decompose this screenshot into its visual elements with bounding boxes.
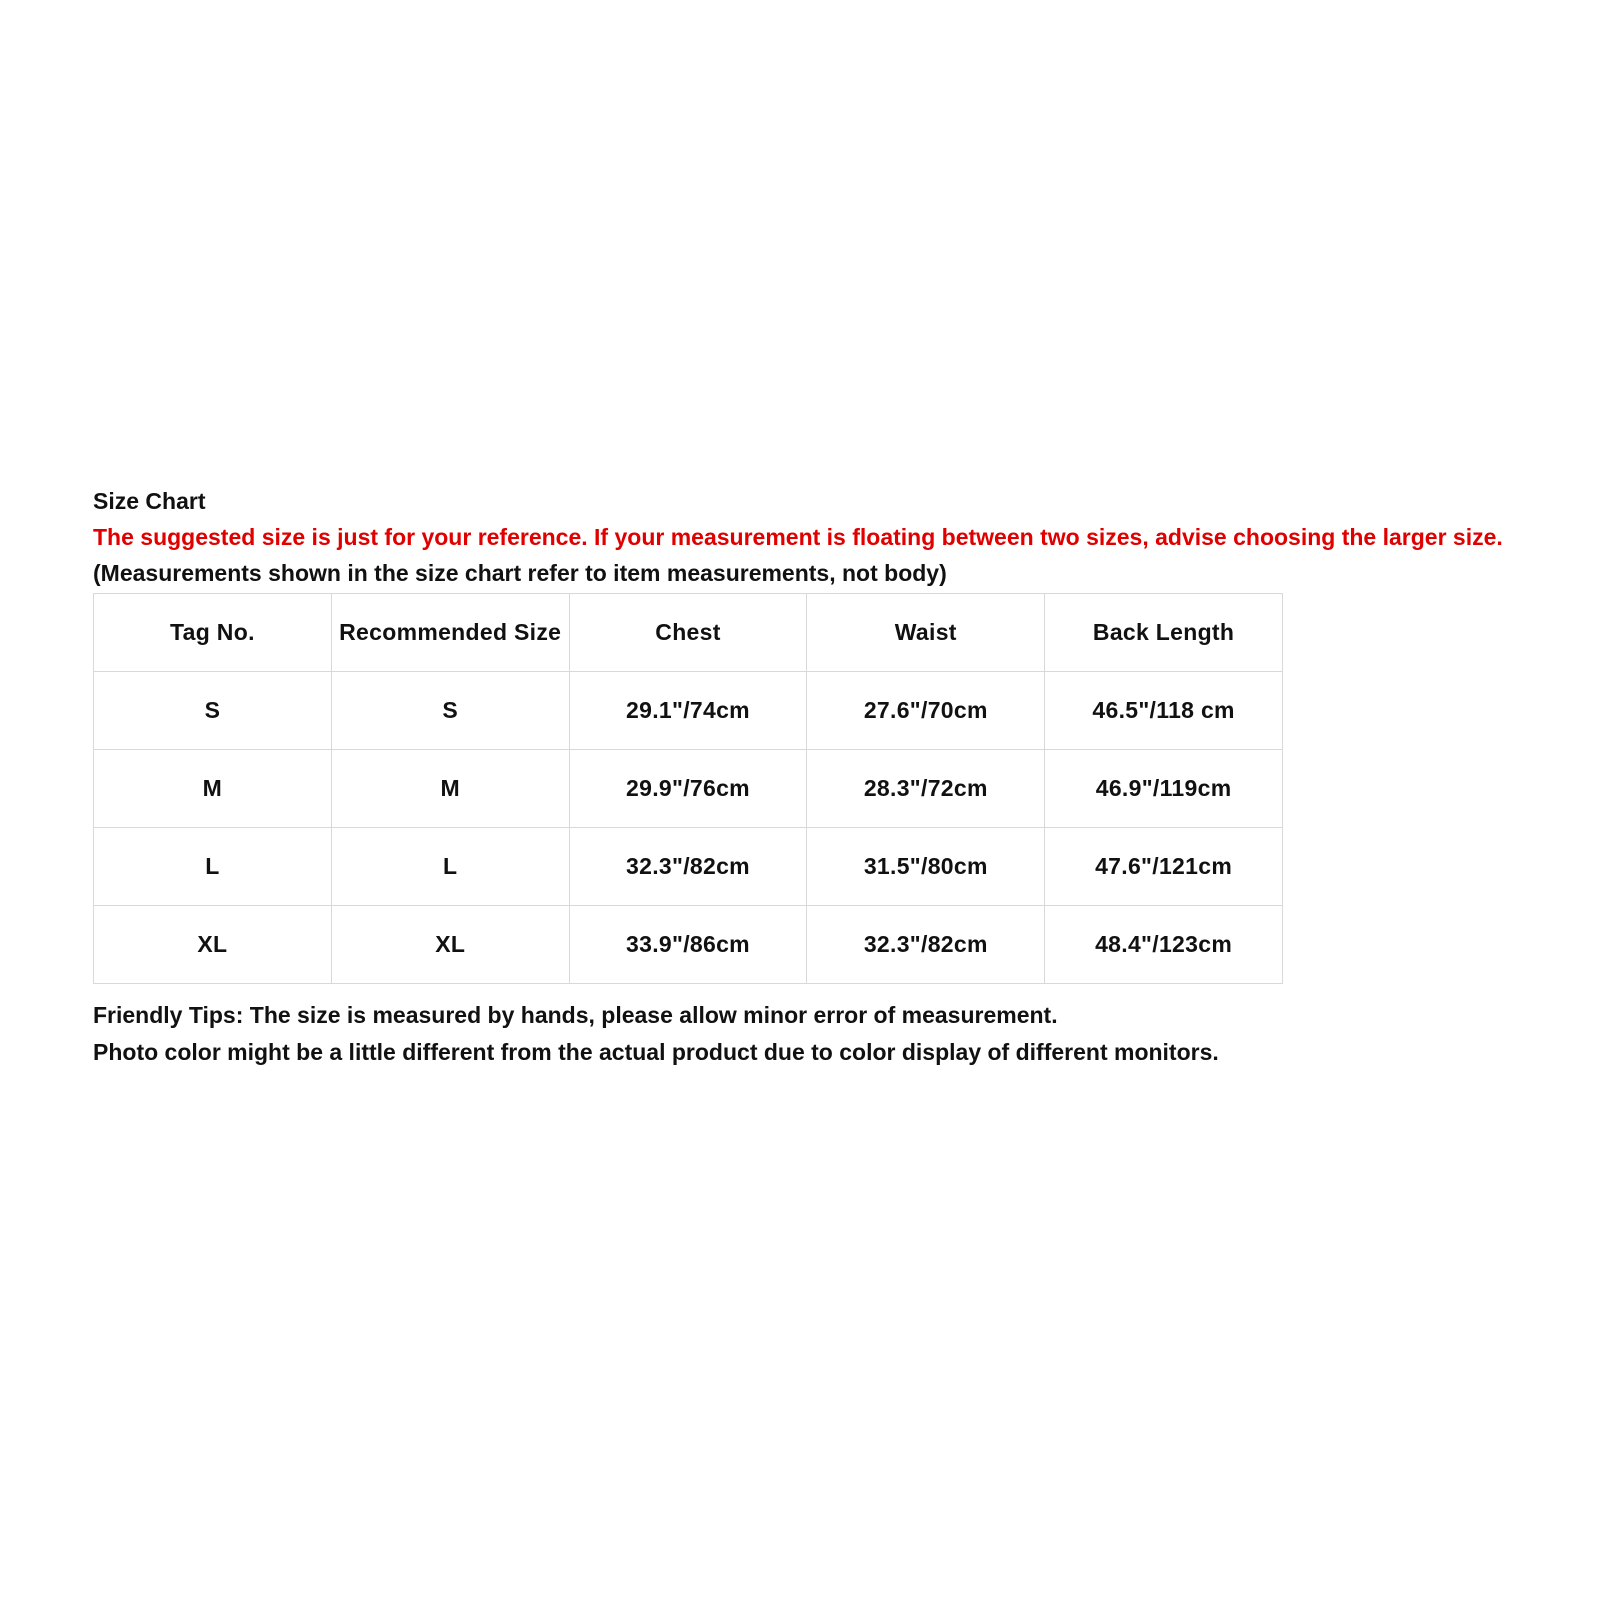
cell-back-length: 46.9"/119cm [1045, 750, 1283, 828]
tips-section [93, 997, 1543, 1071]
friendly-tip: Friendly Tips: The size is measured by hands, please allow minor error of measurement. [93, 1002, 1058, 1028]
cell-waist: 31.5"/80cm [807, 828, 1045, 906]
cell-back-length: 46.5"/118 cm [1045, 672, 1283, 750]
cell-waist: 28.3"/72cm [807, 750, 1045, 828]
table-row [94, 906, 1283, 984]
cell-recommended-size: S [331, 672, 569, 750]
header-tag-no: Tag No. [94, 594, 332, 672]
cell-waist: 32.3"/82cm [807, 906, 1045, 984]
size-notice: The suggested size is just for your reference. If your measurement is floating between two sizes, advise choosing the larger size. [93, 524, 1503, 550]
size-table [93, 593, 1283, 984]
cell-chest: 29.1"/74cm [569, 672, 807, 750]
cell-chest: 32.3"/82cm [569, 828, 807, 906]
cell-chest: 29.9"/76cm [569, 750, 807, 828]
header-chest: Chest [569, 594, 807, 672]
cell-tag-no: L [94, 828, 332, 906]
cell-back-length: 47.6"/121cm [1045, 828, 1283, 906]
header-waist: Waist [807, 594, 1045, 672]
cell-tag-no: M [94, 750, 332, 828]
table-row [94, 672, 1283, 750]
cell-back-length: 48.4"/123cm [1045, 906, 1283, 984]
table-row [94, 750, 1283, 828]
size-chart-section [93, 486, 1543, 1071]
cell-chest: 33.9"/86cm [569, 906, 807, 984]
cell-tag-no: S [94, 672, 332, 750]
table-header-row [94, 594, 1283, 672]
header-recommended-size: Recommended Size [331, 594, 569, 672]
cell-recommended-size: XL [331, 906, 569, 984]
cell-waist: 27.6"/70cm [807, 672, 1045, 750]
color-disclaimer: Photo color might be a little different from the actual product due to color display of different monitors. [93, 1039, 1219, 1065]
measurement-note: (Measurements shown in the size chart refer to item measurements, not body) [93, 560, 947, 586]
header-back-length: Back Length [1045, 594, 1283, 672]
table-row [94, 828, 1283, 906]
cell-recommended-size: M [331, 750, 569, 828]
cell-tag-no: XL [94, 906, 332, 984]
cell-recommended-size: L [331, 828, 569, 906]
page-title: Size Chart [93, 488, 206, 514]
